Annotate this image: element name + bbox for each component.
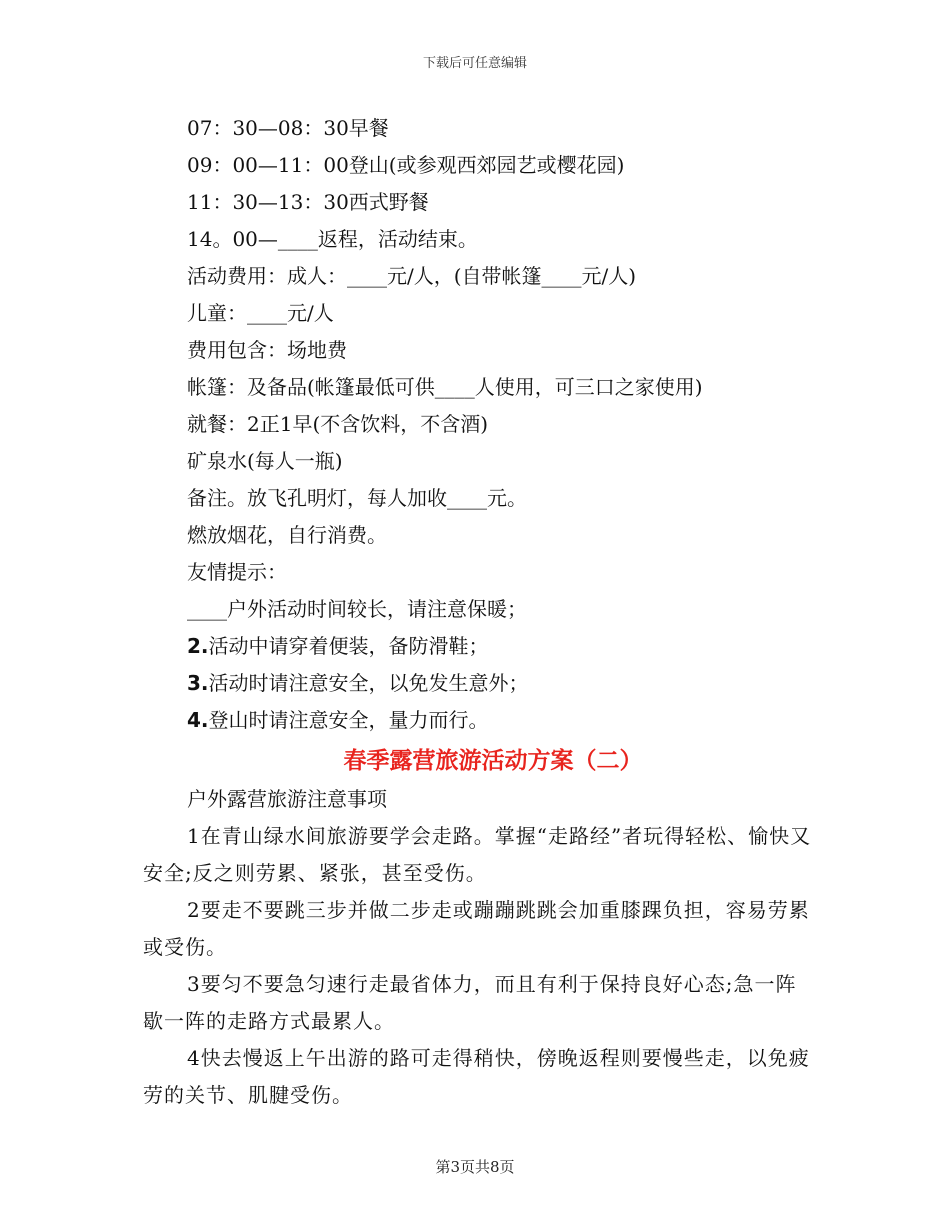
- fee-line: 活动费用：成人：____元/人，(自带帐篷____元/人): [187, 264, 637, 288]
- fee-line: 儿童：____元/人: [187, 301, 334, 325]
- tip-item: [143, 665, 813, 702]
- fee-line: 备注。放飞孔明灯，每人加收____元。: [187, 486, 527, 510]
- tip-text: 活动中请穿着便装，备防滑鞋；: [208, 634, 489, 658]
- tips-heading: 友情提示：: [187, 560, 287, 584]
- paragraph: 1在青山绿水间旅游要学会走路。掌握“走路经”者玩得轻松、愉快又安全;反之则劳累、紧张，甚至受伤。: [143, 824, 812, 885]
- tip-item: ____户外活动时间较长，请注意保暖；: [187, 597, 527, 621]
- schedule-line: 14。00—____返程，活动结束。: [187, 227, 478, 251]
- page-footer: 第3页共8页: [435, 1158, 515, 1176]
- page-header: 下载后可任意编辑: [422, 56, 527, 71]
- tip-number: 4.: [187, 708, 209, 732]
- paragraph: 3要匀不要急匀速行走最省体力，而且有利于保持良好心态;急一阵歇一阵的走路方式最累人。: [143, 972, 797, 1033]
- paragraph: 4快去慢返上午出游的路可走得稍快，傍晚返程则要慢些走，以免疲劳的关节、肌腱受伤。: [143, 1046, 810, 1107]
- schedule-line: 09：00—11：00登山(或参观西郊园艺或樱花园): [187, 153, 625, 177]
- section-subtitle: 户外露营旅游注意事项: [187, 787, 387, 811]
- tip-text: 登山时请注意安全，量力而行。: [208, 708, 489, 732]
- section-title: 春季露营旅游活动方案（二）: [343, 747, 643, 774]
- fee-line: 燃放烟花，自行消费。: [187, 523, 387, 547]
- document-body: [143, 110, 813, 1114]
- paragraph: 2要走不要跳三步并做二步走或蹦蹦跳跳会加重膝踝负担，容易劳累或受伤。: [143, 898, 810, 959]
- tip-item: [143, 628, 813, 665]
- fee-line: 帐篷：及备品(帐篷最低可供____人使用，可三口之家使用): [187, 375, 703, 399]
- tip-number: 3.: [187, 671, 209, 695]
- fee-line: 矿泉水(每人一瓶): [187, 449, 343, 473]
- schedule-line: 07：30—08：30早餐: [187, 116, 389, 140]
- fee-line: 就餐：2正1早(不含饮料，不含酒): [187, 412, 489, 436]
- schedule-line: 11：30—13：30西式野餐: [187, 190, 429, 214]
- tip-number: 2.: [187, 634, 209, 658]
- tip-item: [143, 702, 813, 739]
- tip-text: 活动时请注意安全，以免发生意外；: [208, 671, 529, 695]
- fee-line: 费用包含：场地费: [187, 338, 347, 362]
